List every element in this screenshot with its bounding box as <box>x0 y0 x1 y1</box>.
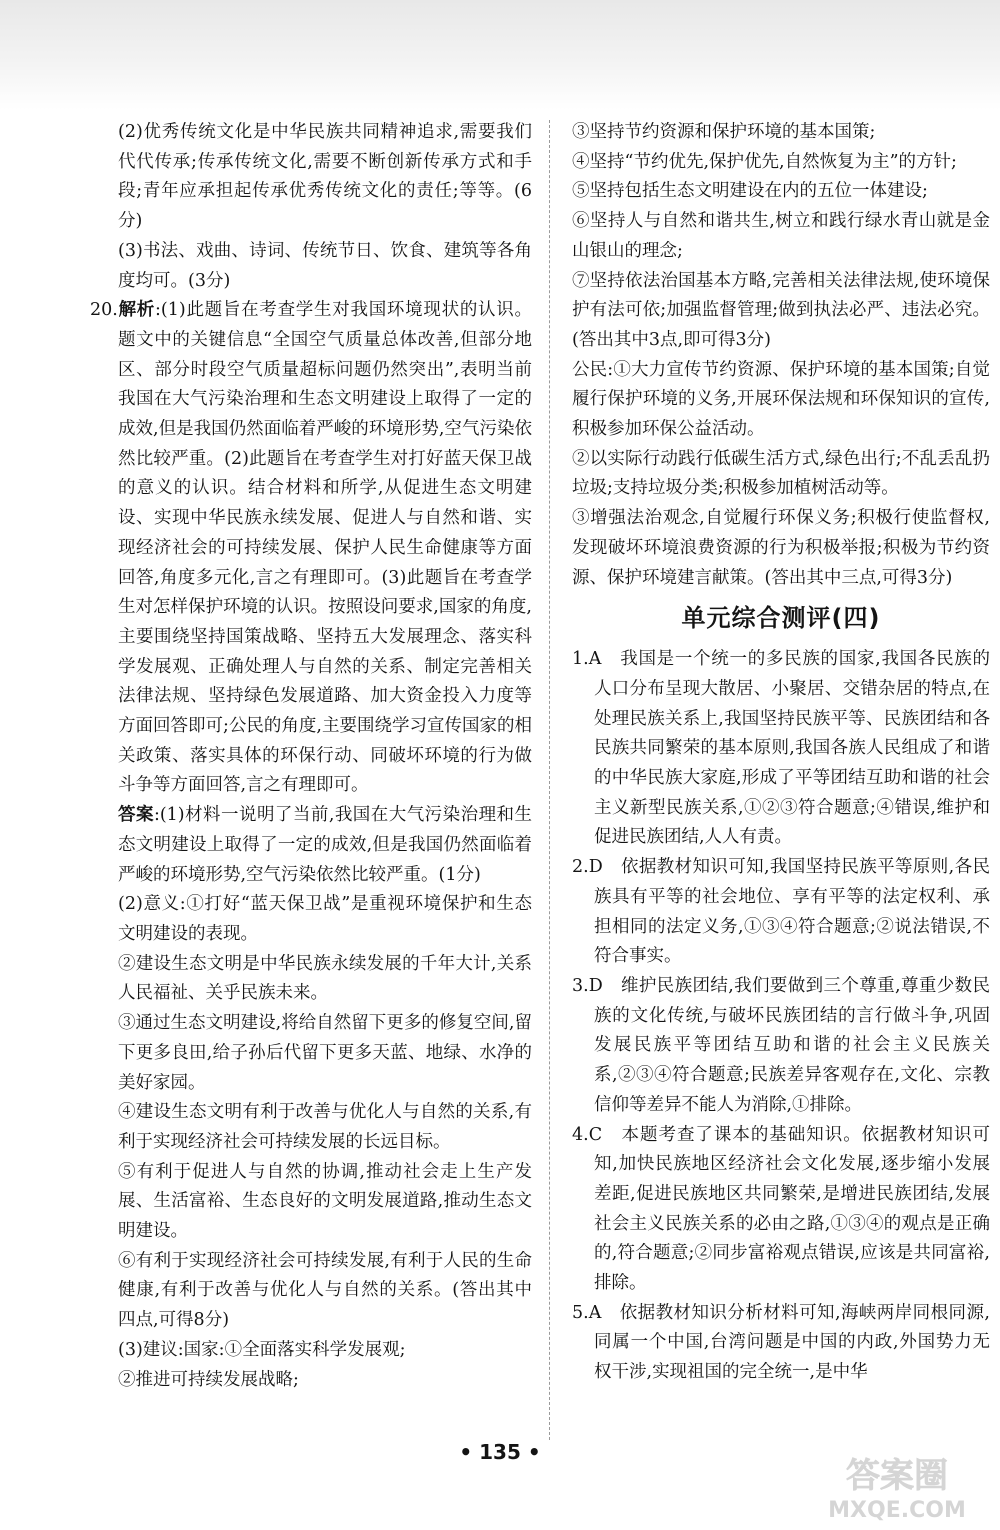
answer-item: (3)建议:国家:①全面落实科学发展观; <box>118 1339 406 1360</box>
watermark-logo <box>812 1445 982 1525</box>
svg-text:MXQE.COM: MXQE.COM <box>828 1498 966 1523</box>
answer-item: ⑦坚持依法治国基本方略,完善相关法律法规,使环境保护有法可依;加强监督管理;做到执法必严、违法必究。(答出其中3点,即可得3分) <box>572 270 990 350</box>
answer-item: ③增强法治观念,自觉履行环保义务;积极行使监督权,发现破坏环境浪费资源的行为积极举报;积极为节约资源、保护环境建言献策。(答出其中三点,可得3分) <box>572 508 990 588</box>
right-column <box>572 118 990 1388</box>
column-divider <box>549 120 550 1440</box>
answer-item: ④建设生态文明有利于改善与优化人与自然的关系,有利于实现经济社会可持续发展的长远目标。 <box>118 1102 532 1152</box>
section-title: 单元综合测评(四) <box>681 604 881 633</box>
question-4: 4.C 本题考查了课本的基础知识。依据教材知识可知,加快民族地区经济社会文化发展,逐步缩小发展差距,促进民族地区共同繁荣,是增进民族团结,发展社会主义民族关系的必由之路,①③④的观点是正确的,符合题意;②同步富裕观点错误,应该是共同富裕,排除。 <box>572 1124 990 1294</box>
question-20 <box>90 296 532 801</box>
svg-text:答案圈: 答案圈 <box>846 1456 948 1496</box>
answer-item: ②以实际行动践行低碳生活方式,绿色出行;不乱丢乱扔垃圾;支持垃圾分类;积极参加植树活动等。 <box>572 448 990 499</box>
answer-item: (2)意义:①打好“蓝天保卫战”是重视环境保护和生态文明建设的表现。 <box>118 894 532 944</box>
answer-item: ⑤坚持包括生态文明建设在内的五位一体建设; <box>572 181 928 202</box>
page-top-shadow <box>0 0 1000 110</box>
answer-item: ③坚持节约资源和保护环境的基本国策; <box>572 122 876 142</box>
answer-paragraph: (3)书法、戏曲、诗词、传统节日、饮食、建筑等各角度均可。(3分) <box>118 240 532 291</box>
answer-item: ②建设生态文明是中华民族永续发展的千年大计,关系人民福祉、关乎民族未来。 <box>118 953 532 1004</box>
answer-item: 公民:①大力宣传节约资源、保护环境的基本国策;自觉履行保护环境的义务,开展环保法规和环保知识的宣传,积极参加环保公益活动。 <box>572 359 990 440</box>
answer-item: ⑥有利于实现经济社会可持续发展,有利于人民的生命健康,有利于改善与优化人与自然的关系。(答出其中四点,可得8分) <box>118 1250 532 1331</box>
left-column <box>90 118 533 1395</box>
question-1: 1.A 我国是一个统一的多民族的国家,我国各民族的人口分布呈现大散居、小聚居、交错杂居的特点,在处理民族关系上,我国坚持民族平等、民族团结和各民族共同繁荣的基本原则,我国各族人民组成了和谐的中华民族大家庭,形成了平等团结互助和谐的社会主义新型民族关系,①②③符合题意;④错误,维护和促进民族团结,人人有责。 <box>572 649 990 848</box>
answer-item: ④坚持“节约优先,保护优先,自然恢复为主”的方针; <box>572 151 957 172</box>
answer-item: ③通过生态文明建设,将给自然留下更多的修复空间,留下更多良田,给子孙后代留下更多天蓝、地绿、水净的美好家园。 <box>118 1013 532 1093</box>
question-3: 3.D 维护民族团结,我们要做到三个尊重,尊重少数民族的文化传统,与破坏民族团结的言行做斗争,巩固发展民族平等团结互助和谐的社会主义民族关系,②③④符合题意;民族差异客观存在,文化、宗教信仰等差异不能人为消除,①排除。 <box>572 975 990 1115</box>
answer-text: :(1)材料一说明了当前,我国在大气污染治理和生态文明建设上取得了一定的成效,但是我国仍然面临着严峻的环境形势,空气污染依然比较严重。(1分) <box>118 805 533 885</box>
answer-item: ⑥坚持人与自然和谐共生,树立和践行绿水青山就是金山银山的理念; <box>572 211 990 261</box>
question-5: 5.A 依据教材知识分析材料可知,海峡两岸同根同源,同属一个中国,台湾问题是中国的内政,外国势力无权干涉,实现祖国的完全统一,是中华 <box>572 1302 990 1383</box>
answer-paragraph: (2)优秀传统文化是中华民族共同精神追求,需要我们代代传承;传承传统文化,需要不断创新传承方式和手段;青年应承担起传承优秀传统文化的责任;等等。(6分) <box>118 122 532 232</box>
answer-item: ②推进可持续发展战略; <box>118 1369 299 1390</box>
question-number: 20. <box>90 300 118 321</box>
answer-label: 答案 <box>118 805 154 826</box>
analysis-text: :(1)此题旨在考查学生对我国环境现状的认识。题文中的关键信息“全国空气质量总体改善,但部分地区、部分时段空气质量超标问题仍然突出”,表明当前我国在大气污染治理和生态文明建设上取得了一定的成效,但是我国仍然面临着严峻的环境形势,空气污染依然比较严重。(2)此题旨在考查学生对打好蓝天保卫战的意义的认识。结合材料和所学,从促进生态文明建设、实现中华民族永续发展、促进人与自然和谐、实现经济社会的可持续发展、保护人民生命健康等方面回答,角度多元化,言之有理即可。(3)此题旨在考查学生对怎样保护环境的认识。按照设问要求,国家的角度,主要围绕坚持国策战略、坚持五大发展理念、落实科学发展观、正确处理人与自然的关系、制定完善相关法律法规、坚持绿色发展道路、加大资金投入力度等方面回答即可;公民的角度,主要围绕学习宣传国家的相关政策、落实具体的环保行动、同破坏环境的行为做斗争等方面回答,言之有理即可。 <box>118 300 533 796</box>
answer-block <box>118 801 532 890</box>
answer-item: ⑤有利于促进人与自然的协调,推动社会走上生产发展、生活富裕、生态良好的文明发展道路,推动生态文明建设。 <box>118 1161 532 1242</box>
page-number: • 135 • <box>459 1440 541 1464</box>
question-2: 2.D 依据教材知识可知,我国坚持民族平等原则,各民族具有平等的社会地位、享有平等的法定权利、承担相同的法定义务,①③④符合题意;②说法错误,不符合事实。 <box>572 857 990 967</box>
analysis-label: 解析 <box>117 300 156 321</box>
